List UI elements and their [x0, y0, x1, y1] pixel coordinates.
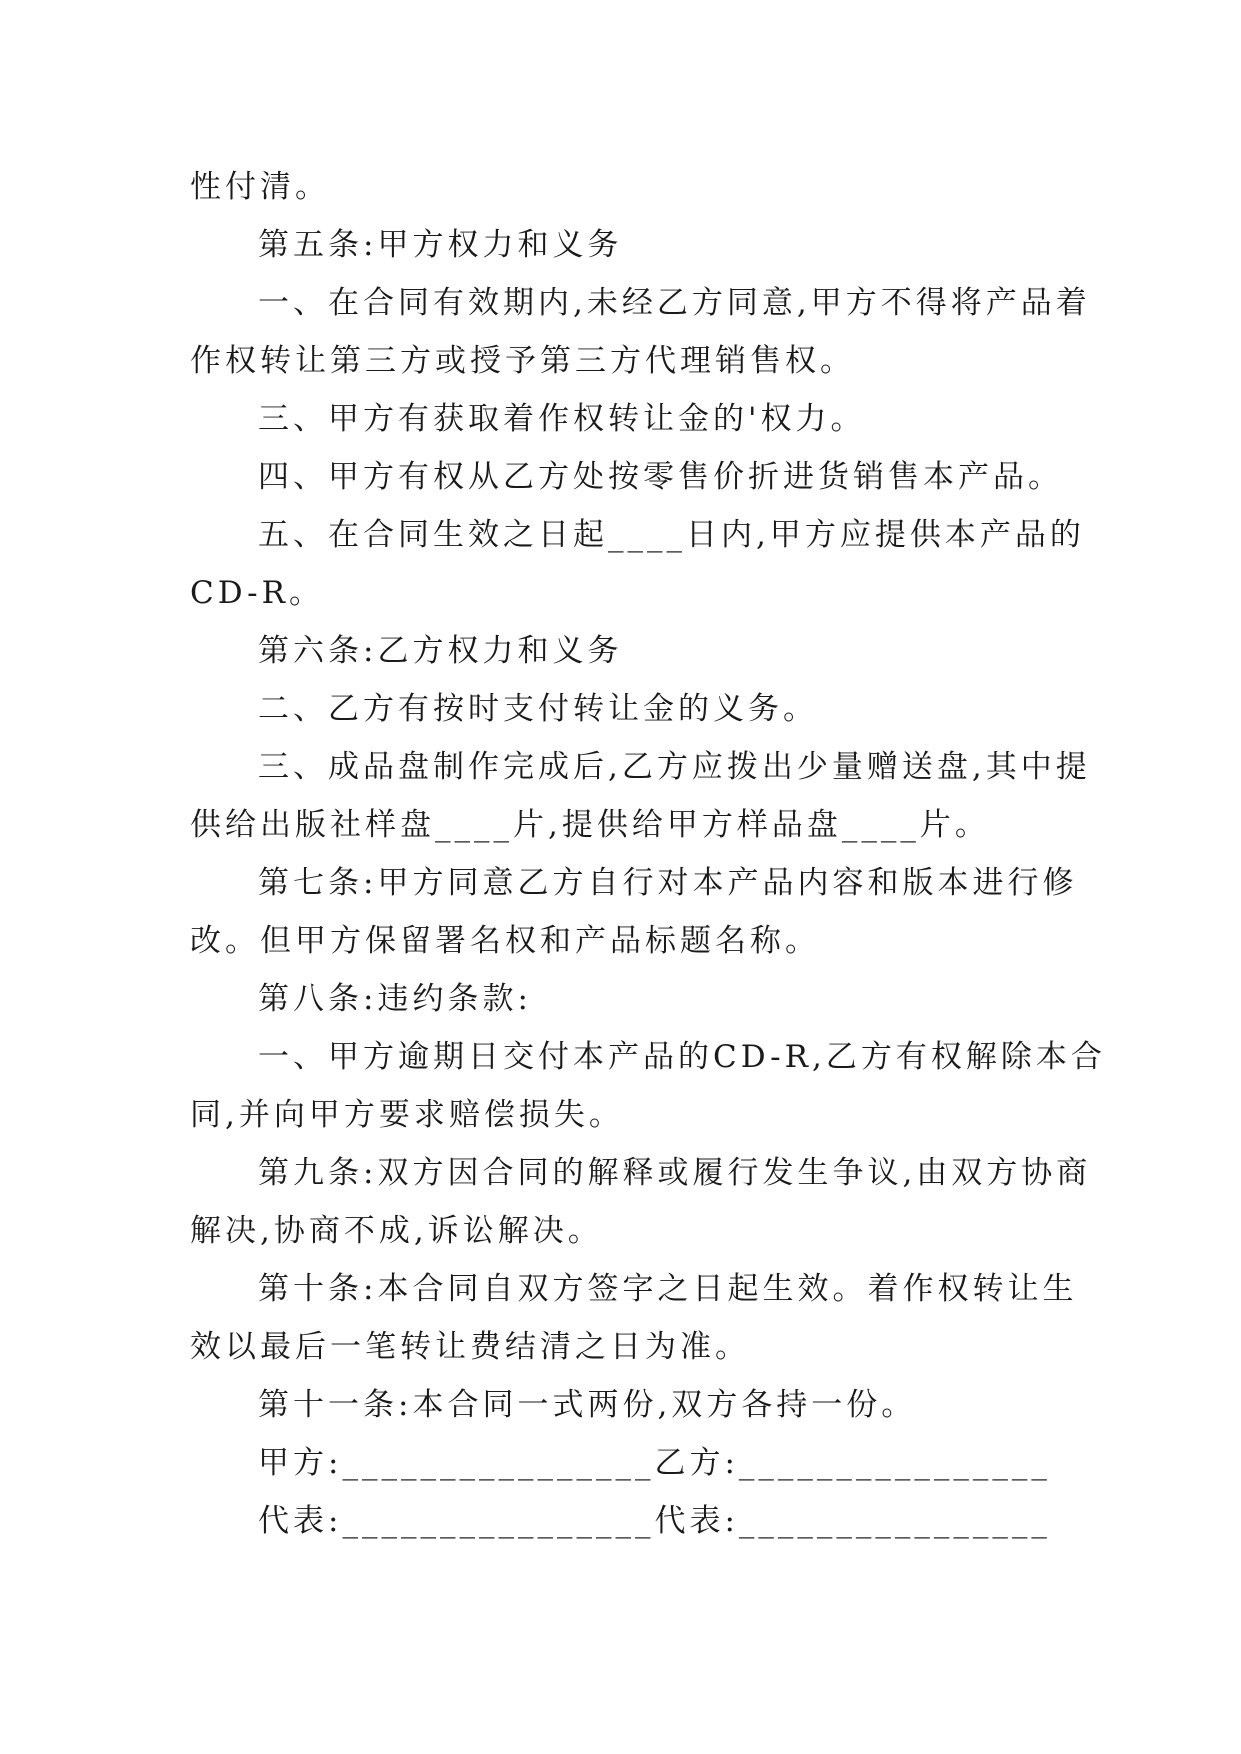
text-line: 改。但甲方保留署名权和产品标题名称。 [190, 923, 820, 959]
text-line: 作权转让第三方或授予第三方代理销售权。 [190, 343, 855, 379]
section-heading: 第十条:本合同自双方签字之日起生效。着作权转让生 [258, 1271, 1078, 1307]
section-heading: 第六条:乙方权力和义务 [258, 633, 623, 669]
text-line: 五、在合同生效之日起____日内,甲方应提供本产品的 [258, 517, 1085, 553]
section-heading: 第八条:违约条款: [258, 981, 532, 1017]
signature-line-party-a: 甲方:________________乙方:________________ [258, 1445, 1051, 1481]
text-line: 性付清。 [190, 169, 330, 205]
signature-line-representative: 代表:________________代表:________________ [258, 1503, 1051, 1539]
contract-body [190, 158, 1106, 1550]
text-line: CD-R。 [190, 575, 324, 611]
section-heading: 第七条:甲方同意乙方自行对本产品内容和版本进行修 [258, 865, 1078, 901]
text-line: 二、乙方有按时支付转让金的义务。 [258, 691, 818, 727]
text-line: 三、甲方有获取着作权转让金的'权力。 [258, 401, 866, 437]
section-heading: 第九条:双方因合同的解释或履行发生争议,由双方协商 [258, 1155, 1092, 1191]
text-line: 一、在合同有效期内,未经乙方同意,甲方不得将产品着 [258, 285, 1091, 321]
text-line: 解决,协商不成,诉讼解决。 [190, 1213, 603, 1249]
text-line: 一、甲方逾期日交付本产品的CD-R,乙方有权解除本合 [258, 1039, 1106, 1075]
section-heading: 第五条:甲方权力和义务 [258, 227, 623, 263]
text-line: 四、甲方有权从乙方处按零售价折进货销售本产品。 [258, 459, 1063, 495]
text-line: 三、成品盘制作完成后,乙方应拨出少量赠送盘,其中提 [258, 749, 1091, 785]
text-line: 同,并向甲方要求赔偿损失。 [190, 1097, 624, 1133]
text-line: 效以最后一笔转让费结清之日为准。 [190, 1329, 750, 1365]
text-line: 供给出版社样盘____片,提供给甲方样品盘____片。 [190, 807, 990, 843]
section-heading: 第十一条:本合同一式两份,双方各持一份。 [258, 1387, 917, 1423]
